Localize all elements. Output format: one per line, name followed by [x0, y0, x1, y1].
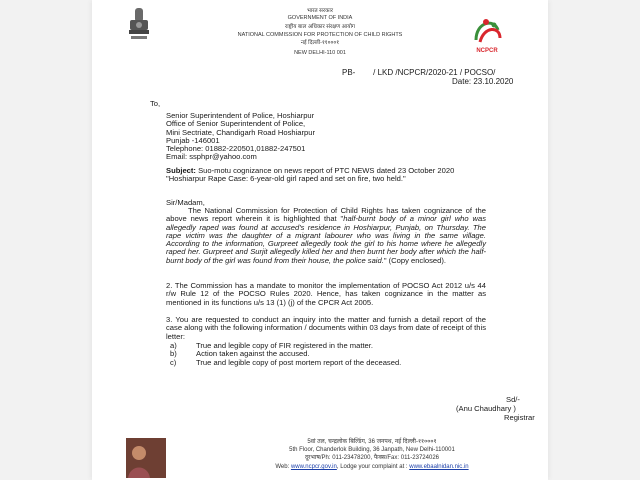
paragraph-1	[166, 207, 486, 265]
header-hindi-city: नई दिल्ली-११०००१	[300, 40, 340, 46]
signature-name: (Anu Chaudhary )	[456, 404, 516, 413]
letter-page	[92, 0, 548, 480]
list-key: a)	[170, 341, 177, 350]
document-list	[170, 342, 490, 367]
header-city: NEW DELHI-110 001	[294, 50, 346, 56]
list-text: True and legible copy of FIR registered in the matter.	[196, 341, 373, 350]
list-text: True and legible copy of post mortem report of the deceased.	[196, 357, 402, 367]
footer-hindi-address: 5वां तल, चन्द्रलोक बिल्डिंग, 36 जनपथ, नई दिल्ली-११०००१	[307, 439, 437, 445]
subject-text: Suo-motu cognizance on news report of PTC NEWS dated 23 October 2020	[195, 166, 455, 175]
footer-links	[212, 464, 532, 472]
paragraph-2: 2. The Commission has a mandate to monitor the implementation of POCSO Act 2012 u/s 44 r/w Rule 12 of the POCSO Rules 2020. Hence, has taken cognizance in the matter as mentioned in its functions u/s 13 (1) (j) of the CPCR Act 2005.	[166, 281, 486, 307]
header-hindi-gov: भारत सरकार	[306, 8, 334, 14]
addressee-to	[150, 100, 160, 108]
signature-title: Registrar	[504, 413, 535, 422]
addressee-block	[166, 112, 466, 162]
para1-intro: The National Commission for Protection of Child Rights has taken cognizance of the above news report wherein it is highlighted that "	[166, 206, 486, 224]
addressee-email: Email: ssphpr@yahoo.com	[166, 152, 257, 162]
national-emblem-icon	[126, 6, 152, 44]
para1-outro: " (Copy enclosed).	[383, 255, 447, 265]
web-label: Web:	[275, 464, 291, 470]
list-key: b)	[170, 349, 177, 359]
addressee-line: Telephone: 01882-220501,01882-247501	[166, 144, 306, 154]
paragraph-3: 3. You are requested to conduct an inquiry into the matter and furnish a detail report of the case along with the following information / documents within 03 days from date of receipt of this letter:	[166, 315, 486, 341]
addressee-line: Punjab -146001	[166, 135, 220, 145]
footer-phone: दूरभाष/Ph: 011-23478200, फैक्स/Fax: 011-23724026	[305, 455, 439, 461]
watermark-photo	[126, 438, 166, 478]
list-key: c)	[170, 357, 177, 367]
to-label: To,	[150, 99, 161, 108]
subject-block	[166, 167, 506, 184]
subject-line2: "Hoshiarpur Rape Case: 6-year-old girl raped and set on fire, two held."	[166, 174, 406, 184]
list-text: Action taken against the accused.	[196, 349, 310, 359]
header-hindi-commission: राष्ट्रीय बाल अधिकार संरक्षण आयोग	[284, 24, 356, 30]
header-gov: GOVERNMENT OF INDIA	[287, 15, 353, 21]
signature-sd: Sd/-	[506, 395, 520, 404]
reference-line: PB- / LKD /NCPCR/2020-21 / POCSO/	[342, 68, 496, 77]
addressee-line: Senior Superintendent of Police, Hoshiarpur	[166, 111, 315, 120]
addressee-line: Office of Senior Superintendent of Police,	[166, 119, 306, 129]
list-item	[170, 359, 490, 367]
header-commission: NATIONAL COMMISSION FOR PROTECTION OF CHILD RIGHTS	[237, 32, 403, 38]
reference-date: Date: 23.10.2020	[452, 77, 514, 86]
para1-quote: half-burnt body of a minor girl who was allegedly raped was found at accused's residence in Hoshiarpur, Punjab, on Thursday. The rape victim was the daughter of a migrant labourer who was living in the same village. According to the information, Gurpreet allegedly took the girl to his home where he allegedly raped her. Gurpreet and Surjit allegedly killed her and then burnt her body after which the half-burnt body of the girl was found from their house, the police said.	[166, 214, 487, 265]
subject-label: Subject:	[166, 166, 196, 175]
website-link[interactable]: www.ncpcr.gov.in	[290, 464, 337, 470]
complaint-link[interactable]: www.ebaalnidan.nic.in	[409, 464, 469, 470]
person-image-icon	[126, 438, 166, 478]
complaint-label: , Lodge your complaint at :	[336, 464, 410, 470]
footer-address: 5th Floor, Chanderlok Building, 36 Janpath, New Delhi-110001	[289, 447, 455, 453]
ncpcr-logo-label: NCPCR	[476, 48, 498, 54]
addressee-line: Mini Sectriate, Chandigarh Road Hoshiarpur	[166, 127, 315, 137]
salutation: Sir/Madam,	[166, 198, 205, 207]
